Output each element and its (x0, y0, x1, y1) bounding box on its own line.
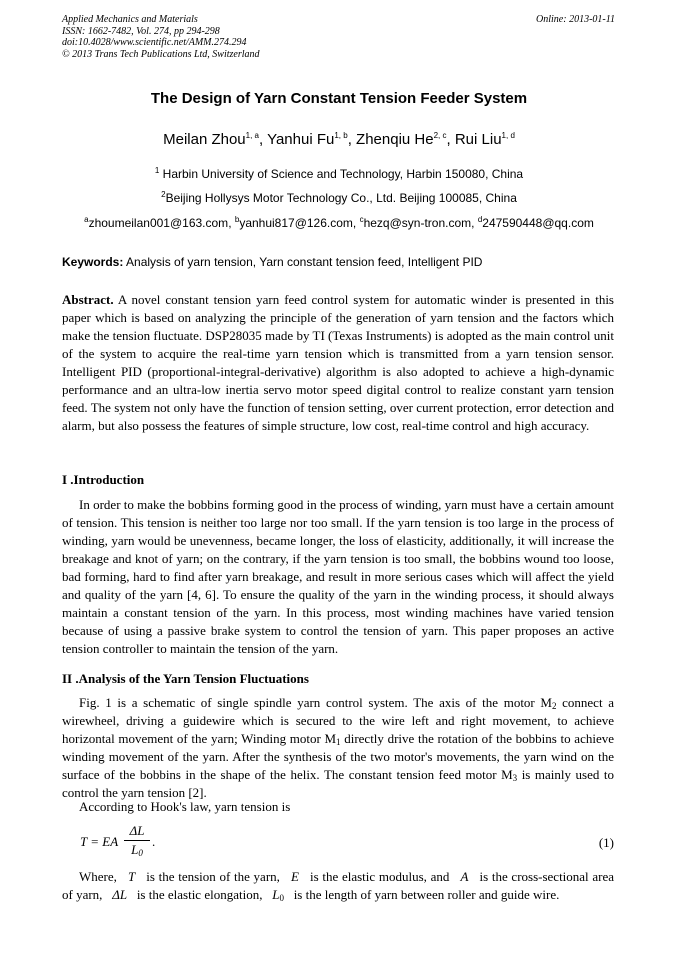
email-address[interactable]: hezq@syn-tron.com (363, 216, 472, 230)
copyright-line: © 2013 Trans Tech Publications Ltd, Switzerland (62, 48, 260, 60)
email-address[interactable]: zhoumeilan001@163.com (88, 216, 229, 230)
author-name: Zhenqiu He (356, 131, 434, 148)
fraction-bar (124, 840, 150, 841)
issn-line: ISSN: 1662-7482, Vol. 274, pp 294-298 (62, 25, 220, 37)
equation-variables-paragraph: Where, T is the tension of the yarn, E is the elastic modulus, and A is the cross-sectional area of yarn, ΔL is the elastic elongation, $L_0$ is the length of yarn between roller and guide wire. (62, 869, 615, 903)
author-name: Rui Liu (454, 131, 502, 148)
equation-1: T = EA ΔL $L_0$ . (1) (80, 823, 614, 858)
abstract-text: A novel constant tension yarn feed control system for automatic winder is presented in this paper which is based on analyzing the principle of the generation of yarn tension and the factors which make the tension fluctuate. DSP28035 made by TI (Texas Instruments) is adopted as the main control unit of the system to acquire the real-time yarn tension which is transmitted from a yarn tension sensor. Intelligent PID (proportional-integral-derivative) algorithm is also adopted to achieve a high-dynamic performance and an ultra-low inertia servo motor speed digital control to realize constant yarn tension feed. The system not only have the function of tension setting, over current protection, error detection and alarm, but also possess the features of simple structure, low cost, real-time control and high accuracy. (62, 292, 614, 433)
fraction-numerator: ΔL (129, 823, 145, 838)
journal-name: Applied Mechanics and Materials (62, 14, 198, 25)
author-list: Meilan Zhou$^{1, a}$, Yanhui Fu$^{1, b}$, Zhenqiu He$^{2, c}$, Rui Liu$^{1, d}$ (163, 131, 515, 148)
hooks-law-intro: According to Hook's law, yarn tension is (79, 799, 291, 814)
author-name: Meilan Zhou (163, 131, 246, 148)
author-sup: 2, c (433, 131, 447, 140)
author-sup: 1, d (501, 131, 515, 140)
analysis-paragraph: Fig. 1 is a schematic of single spindle yarn control system. The axis of the motor $M_2$ connect a wirewheel, driving a guidewire which is secured to the wire left and right movement, to achieve horizontal movement of the yarn; Winding motor $M_1$ directly drive the rotation of the bobbins to achieve winding movement of the yarn. After the synthesis of the two motor's movements, the yarn wind on the surface of the bobbins in the shape of the helix. The constant tension feed motor $M_3$ is mainly used to control the yarn tension [2]. (62, 695, 614, 800)
equation-number: (1) (598, 835, 614, 850)
online-date: Online: 2013-01-11 (536, 14, 615, 25)
author-sup: 1, a (245, 131, 259, 140)
author-name: Yanhui Fu (267, 131, 335, 148)
email-list: $^a$zhoumeilan001@163.com, $^b$yanhui817@126.com, $^c$hezq@syn-tron.com, $^d$247590448@qq.com (84, 215, 594, 230)
email-address[interactable]: yanhui817@126.com (239, 216, 353, 230)
keywords (62, 255, 482, 269)
keywords-text: Analysis of yarn tension, Yarn constant tension feed, Intelligent PID (126, 255, 483, 269)
keywords-label: Keywords: (62, 255, 124, 269)
equation-fraction (124, 823, 150, 858)
author-sup: 1, b (334, 131, 348, 140)
publication-metadata (62, 14, 260, 60)
abstract-label: Abstract. (62, 292, 114, 307)
equation-lhs: T = EA (80, 834, 119, 849)
doi-line: doi:10.4028/www.scientific.net/AMM.274.294 (62, 37, 247, 48)
abstract (62, 291, 614, 435)
affiliation-2: $^2$Beijing Hollysys Motor Technology Co., Ltd. Beijing 100085, China (161, 190, 517, 205)
introduction-paragraph: In order to make the bobbins forming good in the process of winding, yarn must have a certain amount of tension. This tension is neither too large nor too small. If the yarn tension is too large in the process of winding, yarn would be unevenness, became longer, the loss of elasticity, additionally, it will increase the breakage and knot of yarn; on the contrary, if the yarn tension is too small, the bobbins wound too loose, bad forming, hard to find after yarn breakage, and result in more serious cases which will affect the yield and quality of the yarn [4, 6]. To ensure the quality of the yarn in the winding process, it should always maintain a constant tension of the yarn. In this process, most winding machines have varied tension because of using a passive brake system to control the tension of yarn. This paper proposes an active tension controller to maintain the tension of the yarn. (62, 497, 614, 656)
paper-title: The Design of Yarn Constant Tension Feeder System (150, 90, 528, 107)
section-heading-introduction: I .Introduction (62, 472, 145, 487)
fraction-denominator: $L_0$ (131, 842, 143, 858)
email-address[interactable]: 247590448@qq.com (482, 216, 594, 230)
affiliation-1: $^1$ Harbin University of Science and Technology, Harbin 150080, China (154, 166, 524, 181)
section-heading-analysis: II .Analysis of the Yarn Tension Fluctuations (62, 671, 309, 686)
